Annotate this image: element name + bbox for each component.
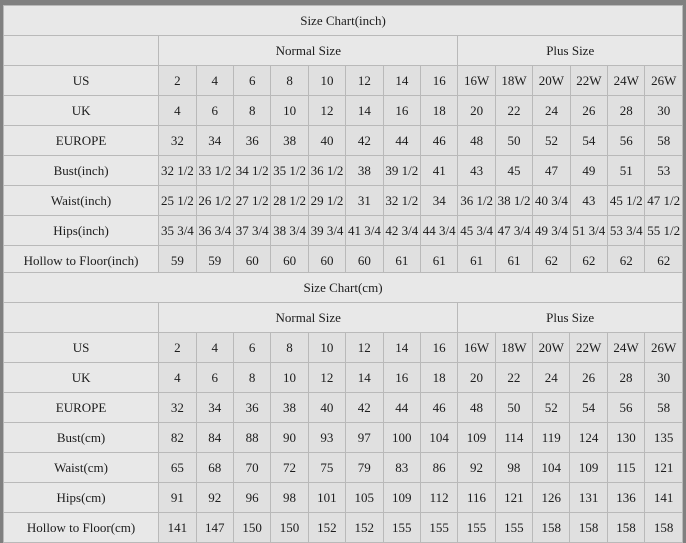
table-title-row (4, 273, 683, 303)
cell-value: 36 (233, 126, 270, 156)
table-title-row (4, 6, 683, 36)
cell-value: 58 (645, 126, 683, 156)
cell-value: 70 (233, 453, 270, 483)
cell-value: 18W (495, 333, 532, 363)
table-group-header-row (4, 303, 683, 333)
cell-value: 155 (495, 513, 532, 543)
cell-value: 36 1/2 (308, 156, 345, 186)
group-header-normal-size: Normal Size (159, 36, 458, 66)
cell-value: 6 (196, 96, 233, 126)
row-label-hips: Hips(cm) (4, 483, 159, 513)
cell-value: 16 (420, 333, 457, 363)
cell-value: 59 (159, 246, 196, 276)
cell-value: 158 (645, 513, 683, 543)
cell-value: 22 (495, 363, 532, 393)
cell-value: 84 (196, 423, 233, 453)
cell-value: 44 3/4 (421, 216, 458, 246)
cell-value: 101 (308, 483, 345, 513)
cell-value: 26 (570, 96, 607, 126)
cell-value: 26 1/2 (196, 186, 233, 216)
cell-value: 104 (420, 423, 457, 453)
cell-value: 26W (645, 66, 683, 96)
cell-value: 2 (159, 333, 196, 363)
cell-value: 60 (308, 246, 345, 276)
cell-value: 45 1/2 (608, 186, 645, 216)
cell-value: 61 (458, 246, 495, 276)
cell-value: 45 (495, 156, 532, 186)
cell-value: 22W (570, 66, 607, 96)
table-row (4, 246, 683, 276)
cell-value: 49 (570, 156, 607, 186)
cell-value: 10 (308, 333, 345, 363)
cell-value: 124 (570, 423, 607, 453)
cell-value: 51 3/4 (570, 216, 607, 246)
cell-value: 141 (159, 513, 196, 543)
row-label-waist: Waist(inch) (4, 186, 159, 216)
cell-value: 130 (607, 423, 644, 453)
cell-value: 116 (458, 483, 495, 513)
cell-value: 31 (346, 186, 383, 216)
cell-value: 59 (196, 246, 233, 276)
group-header-blank (4, 36, 159, 66)
cell-value: 34 (196, 393, 233, 423)
cell-value: 43 (458, 156, 495, 186)
row-label-waist: Waist(cm) (4, 453, 159, 483)
cell-value: 16 (421, 66, 458, 96)
cell-value: 16 (383, 96, 420, 126)
cell-value: 26 (570, 363, 607, 393)
cell-value: 14 (346, 363, 383, 393)
cell-value: 41 (421, 156, 458, 186)
cell-value: 61 (383, 246, 420, 276)
size-chart-cm-table (3, 272, 683, 543)
cell-value: 68 (196, 453, 233, 483)
cell-value: 14 (383, 333, 420, 363)
cell-value: 45 3/4 (458, 216, 495, 246)
cell-value: 109 (458, 423, 495, 453)
table-row (4, 363, 683, 393)
size-chart-inch-table (3, 5, 683, 276)
cell-value: 12 (308, 96, 345, 126)
cell-value: 12 (346, 333, 383, 363)
cell-value: 39 1/2 (383, 156, 420, 186)
cell-value: 114 (495, 423, 532, 453)
cell-value: 14 (346, 96, 383, 126)
cell-value: 34 1/2 (233, 156, 270, 186)
cell-value: 82 (159, 423, 196, 453)
row-label-hollow-to-floor: Hollow to Floor(cm) (4, 513, 159, 543)
cell-value: 36 1/2 (458, 186, 495, 216)
cell-value: 53 (645, 156, 683, 186)
row-label-uk: UK (4, 363, 159, 393)
cell-value: 24 (533, 363, 570, 393)
cell-value: 16 (383, 363, 420, 393)
cell-value: 112 (420, 483, 457, 513)
table-row (4, 393, 683, 423)
cell-value: 121 (495, 483, 532, 513)
cell-value: 155 (383, 513, 420, 543)
cell-value: 47 3/4 (495, 216, 532, 246)
cell-value: 79 (346, 453, 383, 483)
cell-value: 4 (159, 96, 196, 126)
cell-value: 16W (458, 66, 495, 96)
cell-value: 61 (421, 246, 458, 276)
cell-value: 12 (346, 66, 383, 96)
cell-value: 6 (196, 363, 233, 393)
cell-value: 121 (645, 453, 683, 483)
cell-value: 4 (196, 333, 233, 363)
cell-value: 6 (233, 66, 270, 96)
cell-value: 22 (495, 96, 532, 126)
table-row (4, 96, 683, 126)
cell-value: 39 3/4 (308, 216, 345, 246)
cell-value: 109 (383, 483, 420, 513)
cell-value: 152 (308, 513, 345, 543)
cell-value: 88 (233, 423, 270, 453)
cell-value: 25 1/2 (159, 186, 196, 216)
cell-value: 105 (346, 483, 383, 513)
cell-value: 126 (533, 483, 570, 513)
cell-value: 32 1/2 (383, 186, 420, 216)
cell-value: 60 (346, 246, 383, 276)
cell-value: 96 (233, 483, 270, 513)
cell-value: 30 (645, 96, 683, 126)
table-row (4, 216, 683, 246)
cell-value: 62 (570, 246, 607, 276)
cell-value: 158 (607, 513, 644, 543)
cell-value: 35 3/4 (159, 216, 196, 246)
cell-value: 33 1/2 (196, 156, 233, 186)
cell-value: 36 (233, 393, 270, 423)
cell-value: 147 (196, 513, 233, 543)
cell-value: 92 (458, 453, 495, 483)
cell-value: 50 (495, 126, 532, 156)
cell-value: 41 3/4 (346, 216, 383, 246)
cell-value: 37 3/4 (233, 216, 270, 246)
table-row (4, 423, 683, 453)
cell-value: 56 (607, 393, 644, 423)
cell-value: 28 1/2 (271, 186, 308, 216)
cell-value: 16W (458, 333, 495, 363)
cell-value: 119 (533, 423, 570, 453)
cell-value: 46 (420, 393, 457, 423)
cell-value: 20 (458, 96, 495, 126)
cell-value: 18 (421, 96, 458, 126)
cell-value: 40 (308, 393, 345, 423)
cell-value: 100 (383, 423, 420, 453)
group-header-plus-size: Plus Size (458, 303, 683, 333)
row-label-europe: EUROPE (4, 126, 159, 156)
cell-value: 27 1/2 (233, 186, 270, 216)
cell-value: 43 (570, 186, 607, 216)
cell-value: 38 1/2 (495, 186, 532, 216)
cell-value: 42 (346, 126, 383, 156)
cell-value: 98 (271, 483, 308, 513)
table-row (4, 333, 683, 363)
cell-value: 42 (346, 393, 383, 423)
cell-value: 49 3/4 (533, 216, 570, 246)
cell-value: 24W (607, 333, 644, 363)
group-header-plus-size: Plus Size (458, 36, 683, 66)
cell-value: 152 (346, 513, 383, 543)
cell-value: 12 (308, 363, 345, 393)
cell-value: 98 (495, 453, 532, 483)
row-label-bust: Bust(inch) (4, 156, 159, 186)
cell-value: 40 3/4 (533, 186, 570, 216)
cell-value: 38 (346, 156, 383, 186)
cell-value: 36 3/4 (196, 216, 233, 246)
table-row (4, 126, 683, 156)
row-label-bust: Bust(cm) (4, 423, 159, 453)
cell-value: 32 1/2 (159, 156, 196, 186)
cell-value: 34 (421, 186, 458, 216)
cell-value: 8 (271, 66, 308, 96)
row-label-us: US (4, 66, 159, 96)
cell-value: 47 (533, 156, 570, 186)
cell-value: 131 (570, 483, 607, 513)
cell-value: 150 (233, 513, 270, 543)
row-label-hips: Hips(inch) (4, 216, 159, 246)
cell-value: 2 (159, 66, 196, 96)
cell-value: 91 (159, 483, 196, 513)
cell-value: 93 (308, 423, 345, 453)
cell-value: 72 (271, 453, 308, 483)
cell-value: 32 (159, 393, 196, 423)
cell-value: 44 (383, 393, 420, 423)
cell-value: 150 (271, 513, 308, 543)
cell-value: 155 (458, 513, 495, 543)
row-label-uk: UK (4, 96, 159, 126)
cell-value: 44 (383, 126, 420, 156)
cell-value: 38 3/4 (271, 216, 308, 246)
cell-value: 29 1/2 (308, 186, 345, 216)
cell-value: 47 1/2 (645, 186, 683, 216)
cell-value: 18 (420, 363, 457, 393)
cell-value: 54 (570, 126, 607, 156)
cell-value: 52 (533, 393, 570, 423)
cell-value: 24 (533, 96, 570, 126)
group-header-normal-size: Normal Size (159, 303, 458, 333)
cell-value: 48 (458, 126, 495, 156)
cell-value: 54 (570, 393, 607, 423)
cell-value: 52 (533, 126, 570, 156)
cell-value: 10 (271, 363, 308, 393)
cell-value: 8 (233, 363, 270, 393)
table-row (4, 483, 683, 513)
size-chart-inch-block (3, 5, 683, 276)
cell-value: 60 (271, 246, 308, 276)
cell-value: 62 (645, 246, 683, 276)
table-row (4, 453, 683, 483)
cell-value: 18W (495, 66, 532, 96)
cell-value: 20W (533, 66, 570, 96)
cell-value: 62 (533, 246, 570, 276)
cell-value: 46 (421, 126, 458, 156)
table-group-header-row (4, 36, 683, 66)
cell-value: 26W (645, 333, 683, 363)
row-label-hollow-to-floor: Hollow to Floor(inch) (4, 246, 159, 276)
cell-value: 8 (271, 333, 308, 363)
cell-value: 135 (645, 423, 683, 453)
cell-value: 32 (159, 126, 196, 156)
cell-value: 8 (233, 96, 270, 126)
cell-value: 62 (608, 246, 645, 276)
cell-value: 38 (271, 393, 308, 423)
cell-value: 92 (196, 483, 233, 513)
cell-value: 55 1/2 (645, 216, 683, 246)
cell-value: 30 (645, 363, 683, 393)
page-title: Size Chart(inch) (4, 6, 683, 36)
cell-value: 53 3/4 (608, 216, 645, 246)
cell-value: 48 (458, 393, 495, 423)
cell-value: 35 1/2 (271, 156, 308, 186)
cell-value: 10 (308, 66, 345, 96)
cell-value: 4 (159, 363, 196, 393)
cell-value: 158 (533, 513, 570, 543)
cell-value: 104 (533, 453, 570, 483)
cell-value: 51 (608, 156, 645, 186)
cell-value: 65 (159, 453, 196, 483)
cell-value: 97 (346, 423, 383, 453)
cell-value: 42 3/4 (383, 216, 420, 246)
cell-value: 40 (308, 126, 345, 156)
cell-value: 136 (607, 483, 644, 513)
cell-value: 4 (196, 66, 233, 96)
cell-value: 22W (570, 333, 607, 363)
cell-value: 28 (608, 96, 645, 126)
cell-value: 58 (645, 393, 683, 423)
cell-value: 90 (271, 423, 308, 453)
group-header-blank (4, 303, 159, 333)
cell-value: 38 (271, 126, 308, 156)
cell-value: 115 (607, 453, 644, 483)
cell-value: 14 (383, 66, 420, 96)
cell-value: 56 (608, 126, 645, 156)
cell-value: 20 (458, 363, 495, 393)
cell-value: 24W (608, 66, 645, 96)
row-label-us: US (4, 333, 159, 363)
row-label-europe: EUROPE (4, 393, 159, 423)
cell-value: 86 (420, 453, 457, 483)
cell-value: 61 (495, 246, 532, 276)
table-row (4, 513, 683, 543)
page-title-cm: Size Chart(cm) (4, 273, 683, 303)
cell-value: 75 (308, 453, 345, 483)
cell-value: 83 (383, 453, 420, 483)
cell-value: 158 (570, 513, 607, 543)
cell-value: 34 (196, 126, 233, 156)
cell-value: 10 (271, 96, 308, 126)
cell-value: 50 (495, 393, 532, 423)
cell-value: 155 (420, 513, 457, 543)
cell-value: 28 (607, 363, 644, 393)
table-row (4, 186, 683, 216)
size-chart-cm-block (3, 272, 683, 543)
cell-value: 6 (233, 333, 270, 363)
cell-value: 109 (570, 453, 607, 483)
cell-value: 60 (233, 246, 270, 276)
table-row (4, 66, 683, 96)
table-row (4, 156, 683, 186)
cell-value: 20W (533, 333, 570, 363)
cell-value: 141 (645, 483, 683, 513)
